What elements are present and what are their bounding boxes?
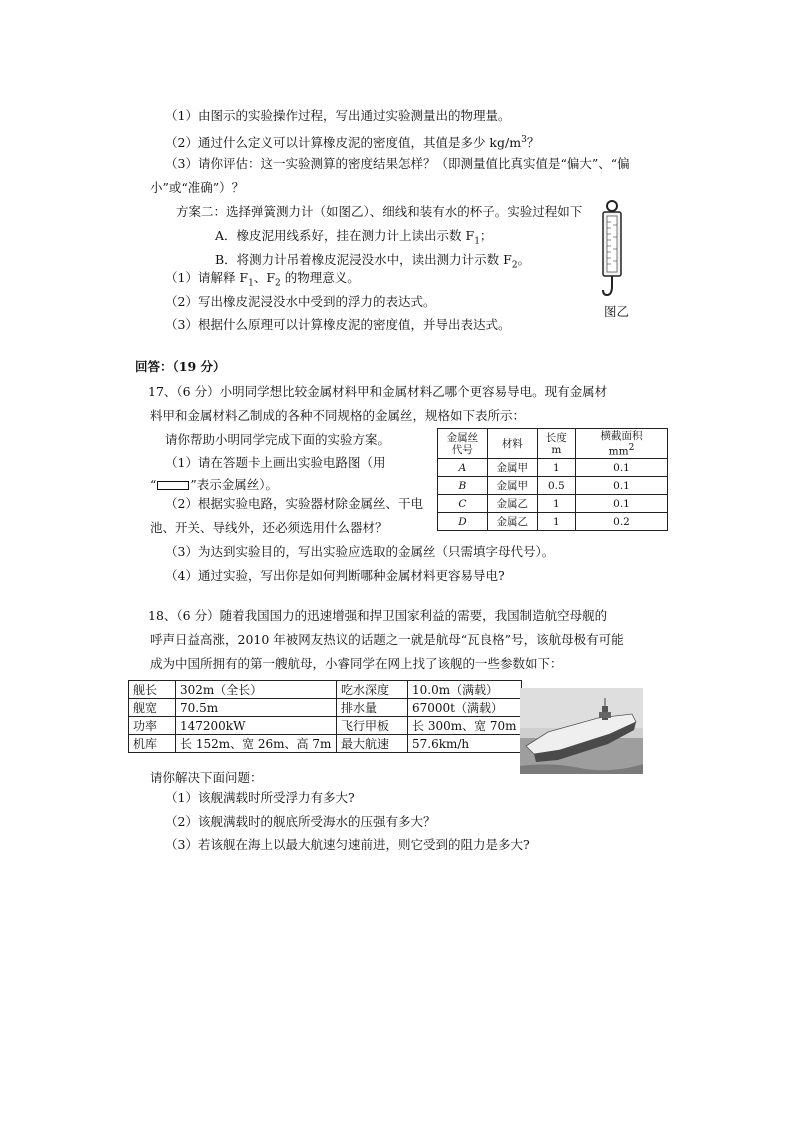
q17-line-3: 请你帮助小明同学完成下面的实验方案。 xyxy=(165,432,391,447)
part1-question-3-cont: 小”或“准确”）？ xyxy=(150,180,245,195)
q18-question-2: （2）该舰满载时的舰底所受海水的压强有多大？ xyxy=(165,814,436,829)
q18-line-3: 成为中国所拥有的第一艘航母，小睿同学在网上找了该舰的一些参数如下： xyxy=(150,656,563,671)
table-row: 舰长 302m（全长） 吃水深度 10.0m（满载） xyxy=(129,681,522,699)
q17-line-8: （3）为达到实验目的，写出实验应选取的金属丝（只需填字母代号）。 xyxy=(165,544,555,559)
table-row: B 金属甲 0.5 0.1 xyxy=(438,477,668,495)
table-header: 横截面积 $mm^2$ xyxy=(575,429,667,459)
part1-question-3: （3）请你评估：这一实验测算的密度结果怎样？（即测量值比真实值是“偏大”、“偏 xyxy=(165,156,630,171)
aircraft-carrier-photo xyxy=(520,688,643,774)
scheme2-question-3: （3）根据什么原理可以计算橡皮泥的密度值，并导出表达式。 xyxy=(165,317,511,332)
q17-line-1: 17、（6 分）小明同学想比较金属材料甲和金属材料乙哪个更容易导电。现有金属材 xyxy=(148,384,608,399)
table-row: A 金属甲 1 0.1 xyxy=(438,459,668,477)
q18-line-2: 呼声日益高涨，2010 年被网友热议的话题之一就是航母“瓦良格”号，该航母极有可能 xyxy=(150,632,624,647)
q17-line-2: 料甲和金属材料乙制成的各种不同规格的金属丝，规格如下表所示： xyxy=(150,408,526,423)
q17-line-9: （4）通过实验，写出你是如何判断哪种金属材料更容易导电? xyxy=(165,568,505,583)
scheme2-intro: 方案二：选择弹簧测力计（如图乙）、细线和装有水的杯子。实验过程如下 xyxy=(176,204,583,219)
q17-line-6: （2）根据实验电路，实验器材除金属丝、干电 xyxy=(165,496,423,511)
q18-prompt: 请你解决下面问题： xyxy=(150,770,263,785)
q17-line-5: “ ”表示金属丝）。 xyxy=(150,477,279,492)
q18-question-3: （3）若该舰在海上以最大航速匀速前进，则它受到的阻力是多大? xyxy=(165,837,530,852)
table-row: D 金属乙 1 0.2 xyxy=(438,513,668,531)
spring-scale-figure xyxy=(592,198,632,302)
q18-question-1: （1）该舰满载时所受浮力有多大? xyxy=(165,790,355,805)
figure-label: 图乙 xyxy=(604,304,630,319)
table-row: 机库 长 152m、宽 26m、高 7m 最大航速 57.6km/h xyxy=(129,735,522,753)
scheme2-question-2: （2）写出橡皮泥浸没水中受到的浮力的表达式。 xyxy=(165,294,436,309)
q17-line-7: 池、开关、导线外，还必须选用什么器材？ xyxy=(150,520,388,535)
q17-line-4: （1）请在答题卡上画出实验电路图（用 xyxy=(165,455,386,470)
resistor-icon xyxy=(157,481,189,490)
table-header: 材料 xyxy=(487,429,537,459)
table-row: 功率 147200kW 飞行甲板 长 300m、宽 70m xyxy=(129,717,522,735)
ship-parameters-table xyxy=(128,680,522,753)
table-row: 舰宽 70.5m 排水量 67000t（满载） xyxy=(129,699,522,717)
scheme2-step-b: B．将测力计吊着橡皮泥浸没水中，读出测力计示数 $F_2$。 xyxy=(215,252,531,271)
metal-wire-table xyxy=(437,428,668,531)
scheme2-step-a: A．橡皮泥用线系好，挂在测力计上读出示数 $F_1$； xyxy=(215,228,493,247)
table-header: 金属丝 代号 xyxy=(438,429,488,459)
section-heading: 回答：（19 分） xyxy=(135,359,226,374)
scheme2-question-1: （1）请解释 $F_1$、$F_2$ 的物理意义。 xyxy=(165,270,360,289)
q18-line-1: 18、（6 分）随着我国国力的迅速增强和捍卫国家利益的需要，我国制造航空母舰的 xyxy=(148,608,608,623)
table-header: 长度 m xyxy=(537,429,575,459)
table-row: C 金属乙 1 0.1 xyxy=(438,495,668,513)
part1-question-2: （2）通过什么定义可以计算橡皮泥的密度值，其值是多少 $kg/m^3$？ xyxy=(165,135,540,151)
part1-question-1: （1）由图示的实验操作过程，写出通过实验测量出的物理量。 xyxy=(165,108,511,123)
